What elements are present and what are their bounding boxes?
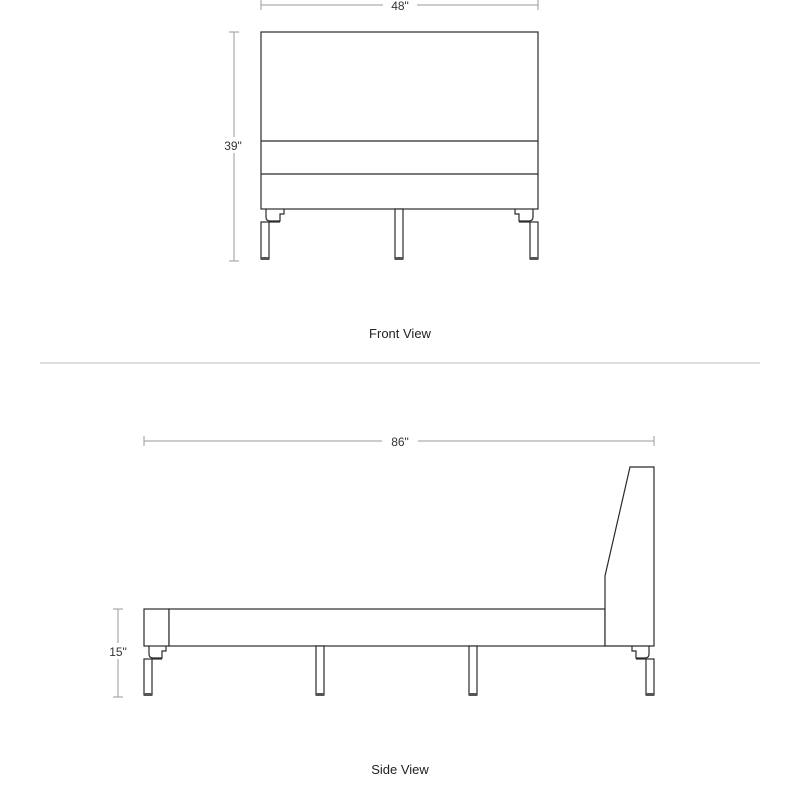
side-height-dimension: [104, 609, 134, 697]
front-view: [218, 0, 538, 341]
side-leg-foot: [144, 646, 166, 696]
front-leg-center: [395, 209, 403, 260]
front-headboard: [261, 32, 538, 209]
side-view: [104, 433, 654, 777]
side-footboard: [144, 609, 169, 646]
side-leg-middle-1: [316, 646, 324, 696]
front-height-dimension: [218, 32, 248, 261]
side-rail: [169, 609, 605, 646]
front-view-caption: Front View: [369, 326, 431, 341]
front-leg-left: [261, 209, 284, 260]
side-length-dimension: [144, 433, 654, 449]
front-width-dimension: [261, 0, 538, 13]
side-length-label: 86": [391, 435, 409, 449]
front-width-label: 48": [391, 0, 409, 13]
side-height-label: 15": [109, 645, 127, 659]
front-leg-right: [515, 209, 538, 260]
side-leg-middle-2: [469, 646, 477, 696]
front-height-label: 39": [224, 139, 242, 153]
side-view-caption: Side View: [371, 762, 429, 777]
side-headboard: [605, 467, 654, 646]
side-leg-head: [632, 646, 654, 696]
